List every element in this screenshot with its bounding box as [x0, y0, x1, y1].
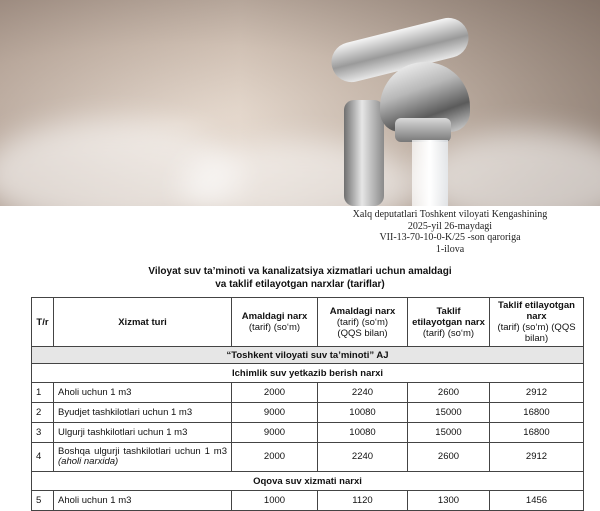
section-row	[32, 364, 584, 383]
table-row	[32, 423, 584, 443]
header-proposed-price-vat	[490, 298, 584, 347]
row-service	[54, 443, 232, 472]
row-proposed: 15000	[408, 423, 490, 443]
header-text: Amaldagi narx	[329, 305, 396, 317]
row-service: Aholi uchun 1 m3	[54, 491, 232, 511]
header-current-price-vat	[318, 298, 408, 347]
header-service: Xizmat turi	[54, 298, 232, 347]
title-line: va taklif etilayotgan narxlar (tariflar)	[215, 279, 385, 290]
header-text: Taklif etilayotgan narx	[498, 300, 575, 322]
note-line: 1-ilova	[435, 243, 465, 255]
group-row	[32, 347, 584, 364]
row-service: Aholi uchun 1 m3	[54, 383, 232, 403]
table-row	[32, 443, 584, 472]
header-text: (tarif) (so‘m) (QQS bilan)	[497, 322, 576, 344]
header-text: Taklif etilayotgan narx	[412, 305, 485, 328]
row-current: 1000	[232, 491, 318, 511]
section-title: Ichimlik suv yetkazib berish narxi	[32, 364, 584, 383]
note-line: VII-13-70-10-0-K/25 -son qaroriga	[379, 232, 521, 243]
row-current-vat: 2240	[318, 443, 408, 472]
section-row	[32, 472, 584, 491]
tariff-table	[31, 297, 584, 511]
row-service: Byudjet tashkilotlari uchun 1 m3	[54, 403, 232, 423]
header-text: (tarif) (so‘m)	[248, 322, 301, 333]
row-number: 3	[32, 423, 54, 443]
row-proposed-vat: 1456	[490, 491, 584, 511]
row-number: 2	[32, 403, 54, 423]
row-proposed-vat: 2912	[490, 443, 584, 472]
table-row	[32, 491, 584, 511]
row-current: 2000	[232, 443, 318, 472]
group-title: “Toshkent viloyati suv ta’minoti” AJ	[32, 347, 584, 364]
table-row	[32, 383, 584, 403]
title-line: Viloyat suv ta’minoti va kanalizatsiya xizmatlari uchun amaldagi	[148, 266, 452, 277]
row-number: 4	[32, 443, 54, 472]
document-page	[0, 206, 600, 506]
header-text: (QQS bilan)	[337, 327, 388, 339]
header-tr: T/r	[32, 298, 54, 347]
table-header-row	[32, 298, 584, 347]
row-current-vat: 10080	[318, 423, 408, 443]
row-current-vat: 1120	[318, 491, 408, 511]
row-service: Ulgurji tashkilotlari uchun 1 m3	[54, 423, 232, 443]
row-number: 5	[32, 491, 54, 511]
row-proposed: 15000	[408, 403, 490, 423]
water-stream	[412, 140, 448, 206]
service-text: Boshqa ulgurji tashkilotlari uchun 1 m3	[58, 446, 227, 457]
service-note: (aholi narxida)	[58, 456, 119, 467]
row-current-vat: 2240	[318, 383, 408, 403]
header-text: (tarif) (so‘m)	[336, 316, 389, 328]
header-text: (tarif) (so‘m)	[422, 327, 475, 339]
faucet-tip	[395, 118, 451, 142]
row-current: 9000	[232, 423, 318, 443]
decree-annex-note	[320, 209, 580, 255]
section-title: Oqova suv xizmati narxi	[32, 472, 584, 491]
row-proposed: 1300	[408, 491, 490, 511]
row-current: 2000	[232, 383, 318, 403]
note-line: Xalq deputatlari Toshkent viloyati Kengashining	[352, 209, 548, 220]
row-current: 9000	[232, 403, 318, 423]
header-text: Amaldagi narx	[241, 311, 308, 322]
document-title	[0, 265, 600, 291]
row-proposed-vat: 16800	[490, 423, 584, 443]
row-proposed: 2600	[408, 383, 490, 403]
row-proposed-vat: 2912	[490, 383, 584, 403]
row-current-vat: 10080	[318, 403, 408, 423]
row-proposed: 2600	[408, 443, 490, 472]
header-current-price	[232, 298, 318, 347]
row-proposed-vat: 16800	[490, 403, 584, 423]
note-line: 2025-yil 26-maydagi	[407, 220, 493, 232]
header-proposed-price	[408, 298, 490, 347]
faucet-pipe	[344, 100, 384, 206]
header-photo-faucet	[0, 0, 600, 206]
table-row	[32, 403, 584, 423]
row-number: 1	[32, 383, 54, 403]
